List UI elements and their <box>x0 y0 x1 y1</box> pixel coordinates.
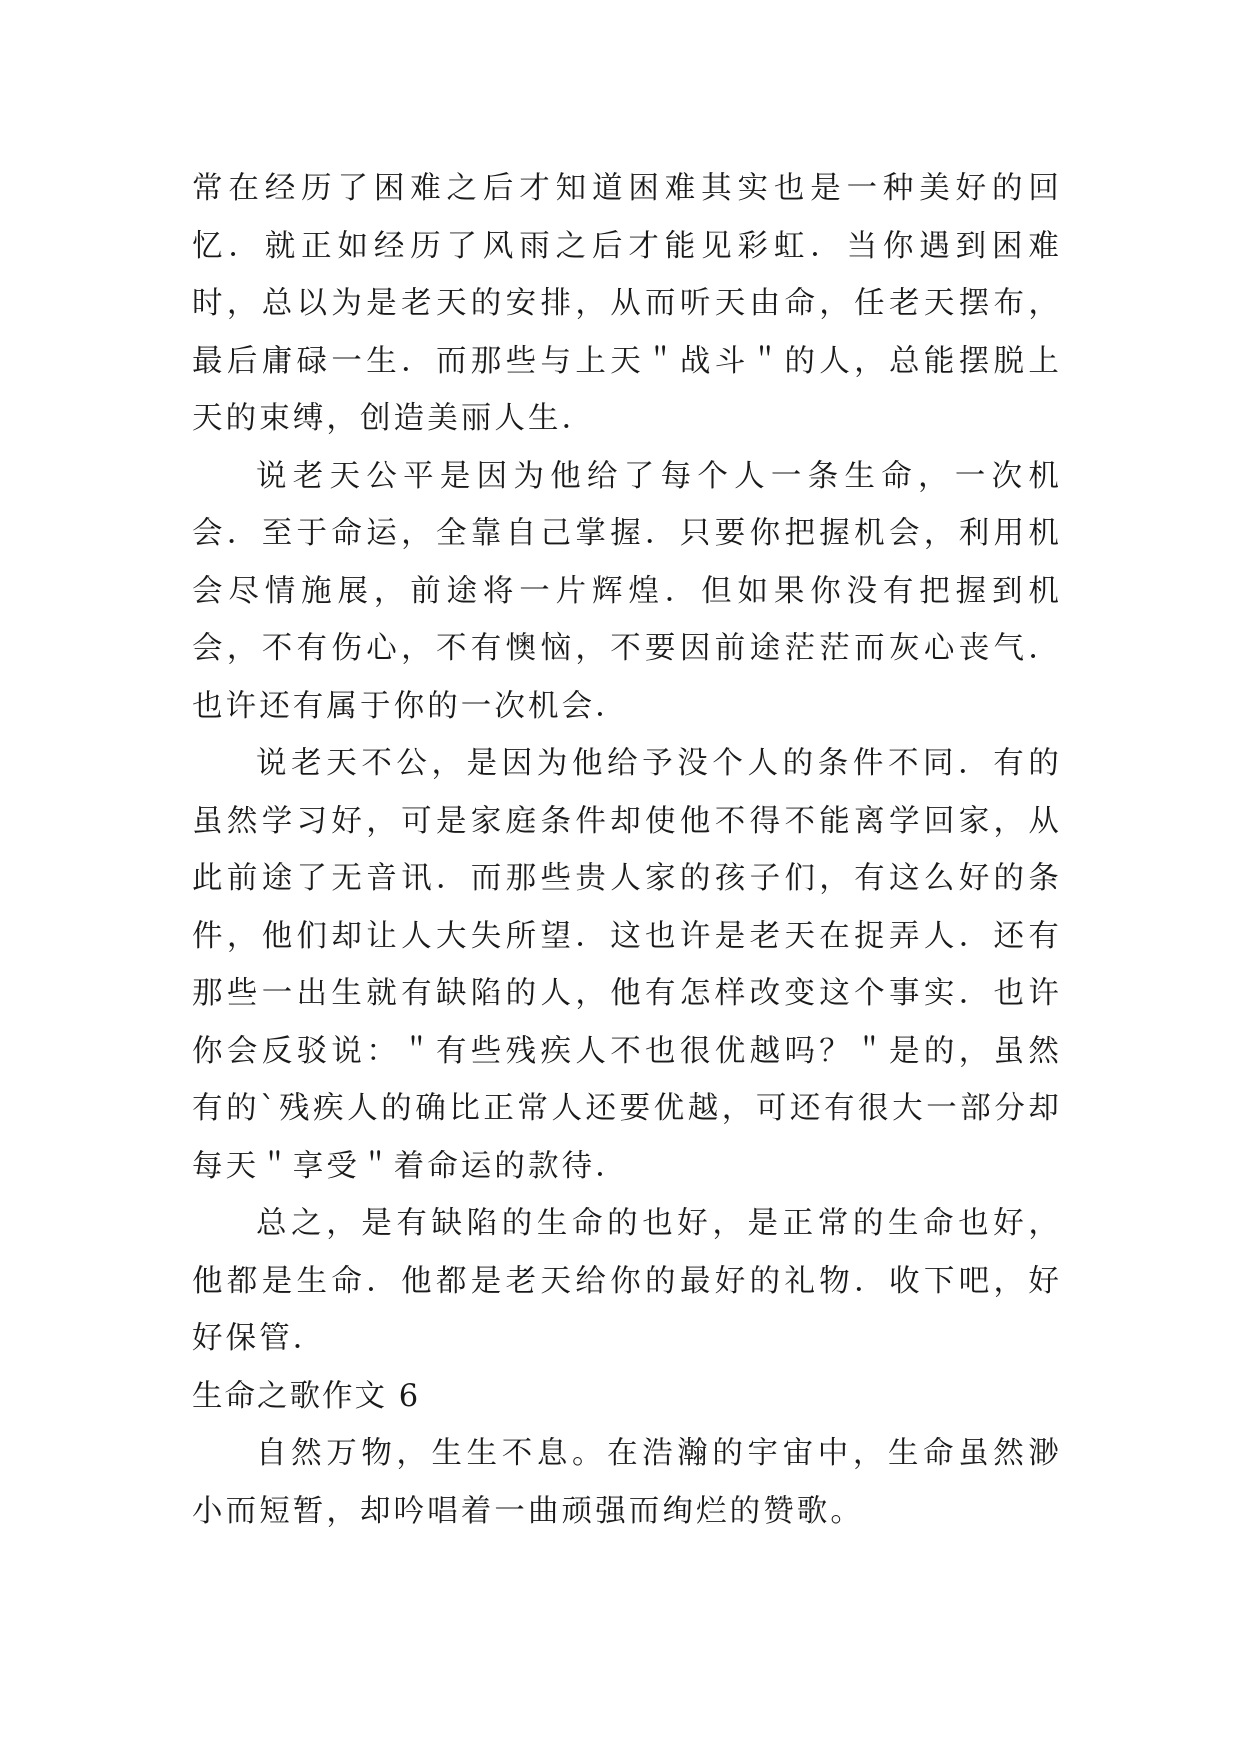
paragraph-fairness: 说老天公平是因为他给了每个人一条生命，一次机会．至于命运，全靠自己掌握．只要你把握机会，利用机会尽情施展，前途将一片辉煌．但如果你没有把握到机会，不有伤心，不有懊恼，不要因前途茫茫而灰心丧气．也许还有属于你的一次机会． <box>192 458 1062 724</box>
paragraph-continuation: 常在经历了困难之后才知道困难其实也是一种美好的回忆．就正如经历了风雨之后才能见彩虹．当你遇到困难时，总以为是老天的安排，从而听天由命，任老天摆布，最后庸碌一生．而那些与上天＂战斗＂的人，总能摆脱上天的束缚，创造美丽人生． <box>192 171 1062 436</box>
paragraph-conclusion: 总之，是有缺陷的生命的也好，是正常的生命也好，他都是生命．他都是老天给你的最好的礼物．收下吧，好好保管． <box>192 1206 1062 1356</box>
paragraph-opening: 自然万物，生生不息。在浩瀚的宇宙中，生命虽然渺小而短暂，却吟唱着一曲顽强而绚烂的赞歌。 <box>192 1436 1062 1529</box>
paragraph-unfairness: 说老天不公，是因为他给予没个人的条件不同．有的虽然学习好，可是家庭条件却使他不得不能离学回家，从此前途了无音讯．而那些贵人家的孩子们，有这么好的条件，他们却让人大失所望．这也许是老天在捉弄人．还有那些一出生就有缺陷的人，他有怎样改变这个事实．也许你会反驳说：＂有些残疾人不也很优越吗？＂是的，虽然有的`残疾人的确比正常人还要优越，可还有很大一部分却每天＂享受＂着命运的款待． <box>192 746 1062 1184</box>
essay-heading: 生命之歌作文 6 <box>192 1378 421 1414</box>
essay-body <box>192 160 1062 1540</box>
